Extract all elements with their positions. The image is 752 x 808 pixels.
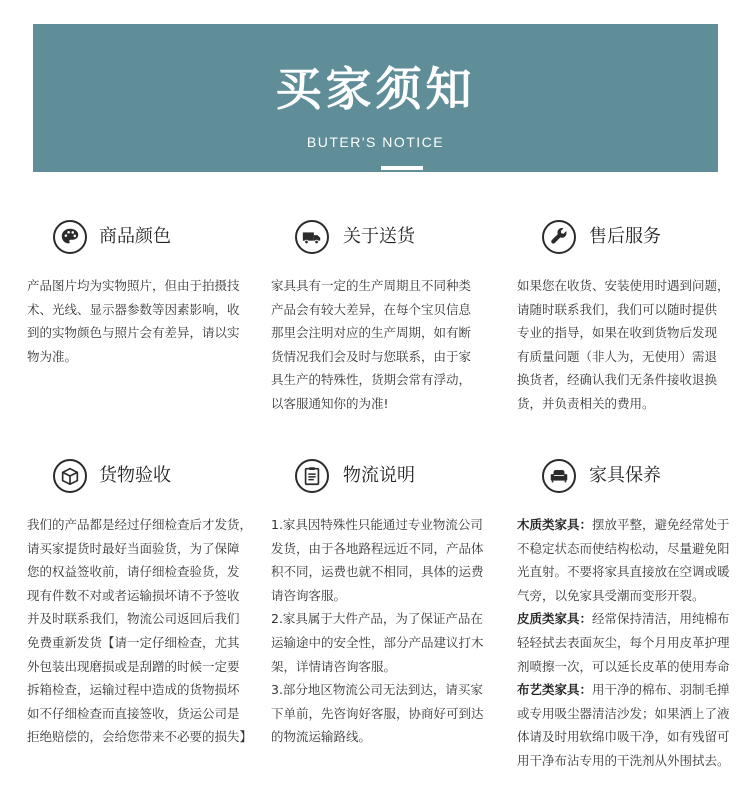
text-line: 气旁，以免家具受潮而变形开裂。 (517, 587, 705, 603)
text-line: 下单前，先咨询好客服，协商好可到达 (271, 705, 484, 721)
text-line: 的物流运输路线。 (271, 729, 372, 745)
section-title: 售后服务 (589, 226, 661, 247)
section-title: 物流说明 (343, 465, 415, 486)
section-title: 关于送货 (343, 226, 415, 247)
page-subtitle: BUTER'S NOTICE (306, 134, 445, 150)
text-line: 如果您在收货、安装使用时遇到问题， (517, 278, 730, 293)
text-line (517, 513, 737, 537)
text-line: 外包装出现磨损或是刮蹭的时候一定要 (27, 658, 240, 674)
text-line: 3.部分地区物流公司无法到达，请买家 (271, 682, 483, 698)
text-line: 或专用吸尘器清洁沙发；如果洒上了液 (517, 705, 730, 721)
palette-icon (53, 220, 87, 254)
text-line: 积不同，运费也就不相同，具体的运费 (271, 564, 484, 580)
clipboard-icon (295, 459, 329, 493)
section-product-color (27, 220, 259, 368)
text-line: 换货者，经确认我们无条件接收退换 (517, 372, 718, 388)
section-inspection (27, 459, 259, 749)
text-line: 轻轻拭去表面灰尘，每个月用皮革护理 (517, 634, 730, 650)
text-line: 剂喷擦一次，可以延长皮革的使用寿命 (517, 658, 730, 674)
section-title: 家具保养 (589, 465, 661, 486)
text-line-part: 经常保持清洁，用纯棉布 (592, 611, 730, 627)
text-line: 发货，由于各地路程远近不同，产品体 (271, 540, 484, 556)
care-label-wood: 木质类家具： (517, 517, 593, 532)
section-text (27, 513, 259, 749)
text-line: 请随时联系我们，我们可以随时提供 (517, 301, 718, 317)
page-title: 买家须知 (275, 62, 476, 116)
text-line (517, 678, 737, 702)
text-line: 拒绝赔偿的，会给您带来不必要的损失】 (27, 729, 253, 745)
text-line: 请咨询客服。 (271, 587, 347, 603)
text-line: 用干净布沾专用的干洗剂从外围拭去。 (517, 752, 730, 768)
section-text (517, 274, 749, 416)
section-logistics (271, 459, 503, 749)
wrench-icon (542, 220, 576, 254)
text-line: 体请及时用软绵巾吸干净，如有残留可 (517, 729, 730, 745)
text-line-part: 用干净的棉布、羽制毛掸 (592, 682, 730, 698)
text-line: 具生产的特殊性，货期会常有浮动， (271, 372, 472, 388)
care-label-leather: 皮质类家具： (517, 611, 593, 627)
text-line: 以客服通知你的为准! (271, 395, 389, 411)
section-after-sales (517, 220, 749, 416)
text-line: 有质量问题（非人为，无使用）需退 (517, 348, 718, 364)
text-line: 免费重新发货【请一定仔细检查，尤其 (27, 634, 240, 650)
text-line: 产品会有较大差异，在每个宝贝信息 (271, 301, 472, 317)
section-text (517, 513, 737, 773)
text-line: 不稳定状态而使结构松动，尽量避免阳 (517, 540, 730, 556)
text-line: 架，详情请咨询客服。 (271, 658, 397, 674)
text-line: 到的实物颜色与照片会有差异，请以实 (27, 325, 240, 341)
section-text (27, 274, 259, 368)
text-line: 专业的指导，如果在收到货物后发现 (517, 325, 718, 341)
text-line: 拆箱检查，运输过程中造成的货物损坏 (27, 682, 240, 698)
header-banner (33, 24, 718, 172)
text-line (517, 607, 737, 631)
truck-icon (295, 220, 329, 254)
text-line: 术、光线、显示器参数等因素影响，收 (27, 301, 240, 317)
section-title: 货物验收 (99, 465, 171, 486)
text-line: 那里会注明对应的生产周期，如有断 (271, 325, 472, 341)
text-line: 运输途中的安全性，部分产品建议打木 (271, 634, 484, 650)
text-line: 2.家具属于大件产品，为了保证产品在 (271, 611, 483, 627)
section-title: 商品颜色 (99, 226, 171, 247)
text-line: 货情况我们会及时与您联系，由于家 (271, 348, 472, 364)
text-line: 1.家具因特殊性只能通过专业物流公司 (271, 517, 483, 532)
section-text (271, 513, 503, 749)
text-line: 您的权益签收前，请仔细检查验货，发 (27, 564, 240, 580)
text-line: 家具具有一定的生产周期且不同种类 (271, 278, 472, 293)
section-furniture-care (517, 459, 737, 773)
title-underline (381, 166, 423, 170)
text-line: 产品图片均为实物照片，但由于拍摄技 (27, 278, 240, 293)
text-line: 货，并负责相关的费用。 (517, 395, 655, 411)
text-line: 请买家提货时最好当面验货，为了保障 (27, 540, 240, 556)
text-line: 并及时联系我们，物流公司返回后我们 (27, 611, 240, 627)
text-line: 现有件数不对或者运输损坏请不予签收 (27, 587, 240, 603)
box-icon (53, 459, 87, 493)
text-line: 物为准。 (27, 348, 78, 364)
section-text (271, 274, 503, 416)
sofa-icon (542, 459, 576, 493)
section-delivery (271, 220, 503, 416)
text-line-part: 摆放平整，避免经常处于 (592, 517, 730, 532)
care-label-fabric: 布艺类家具： (517, 682, 593, 698)
text-line: 光直射。不要将家具直接放在空调或暖 (517, 564, 730, 580)
text-line: 如不仔细检查而直接签收，货运公司是 (27, 705, 240, 721)
text-line: 我们的产品都是经过仔细检查后才发货， (27, 517, 253, 532)
